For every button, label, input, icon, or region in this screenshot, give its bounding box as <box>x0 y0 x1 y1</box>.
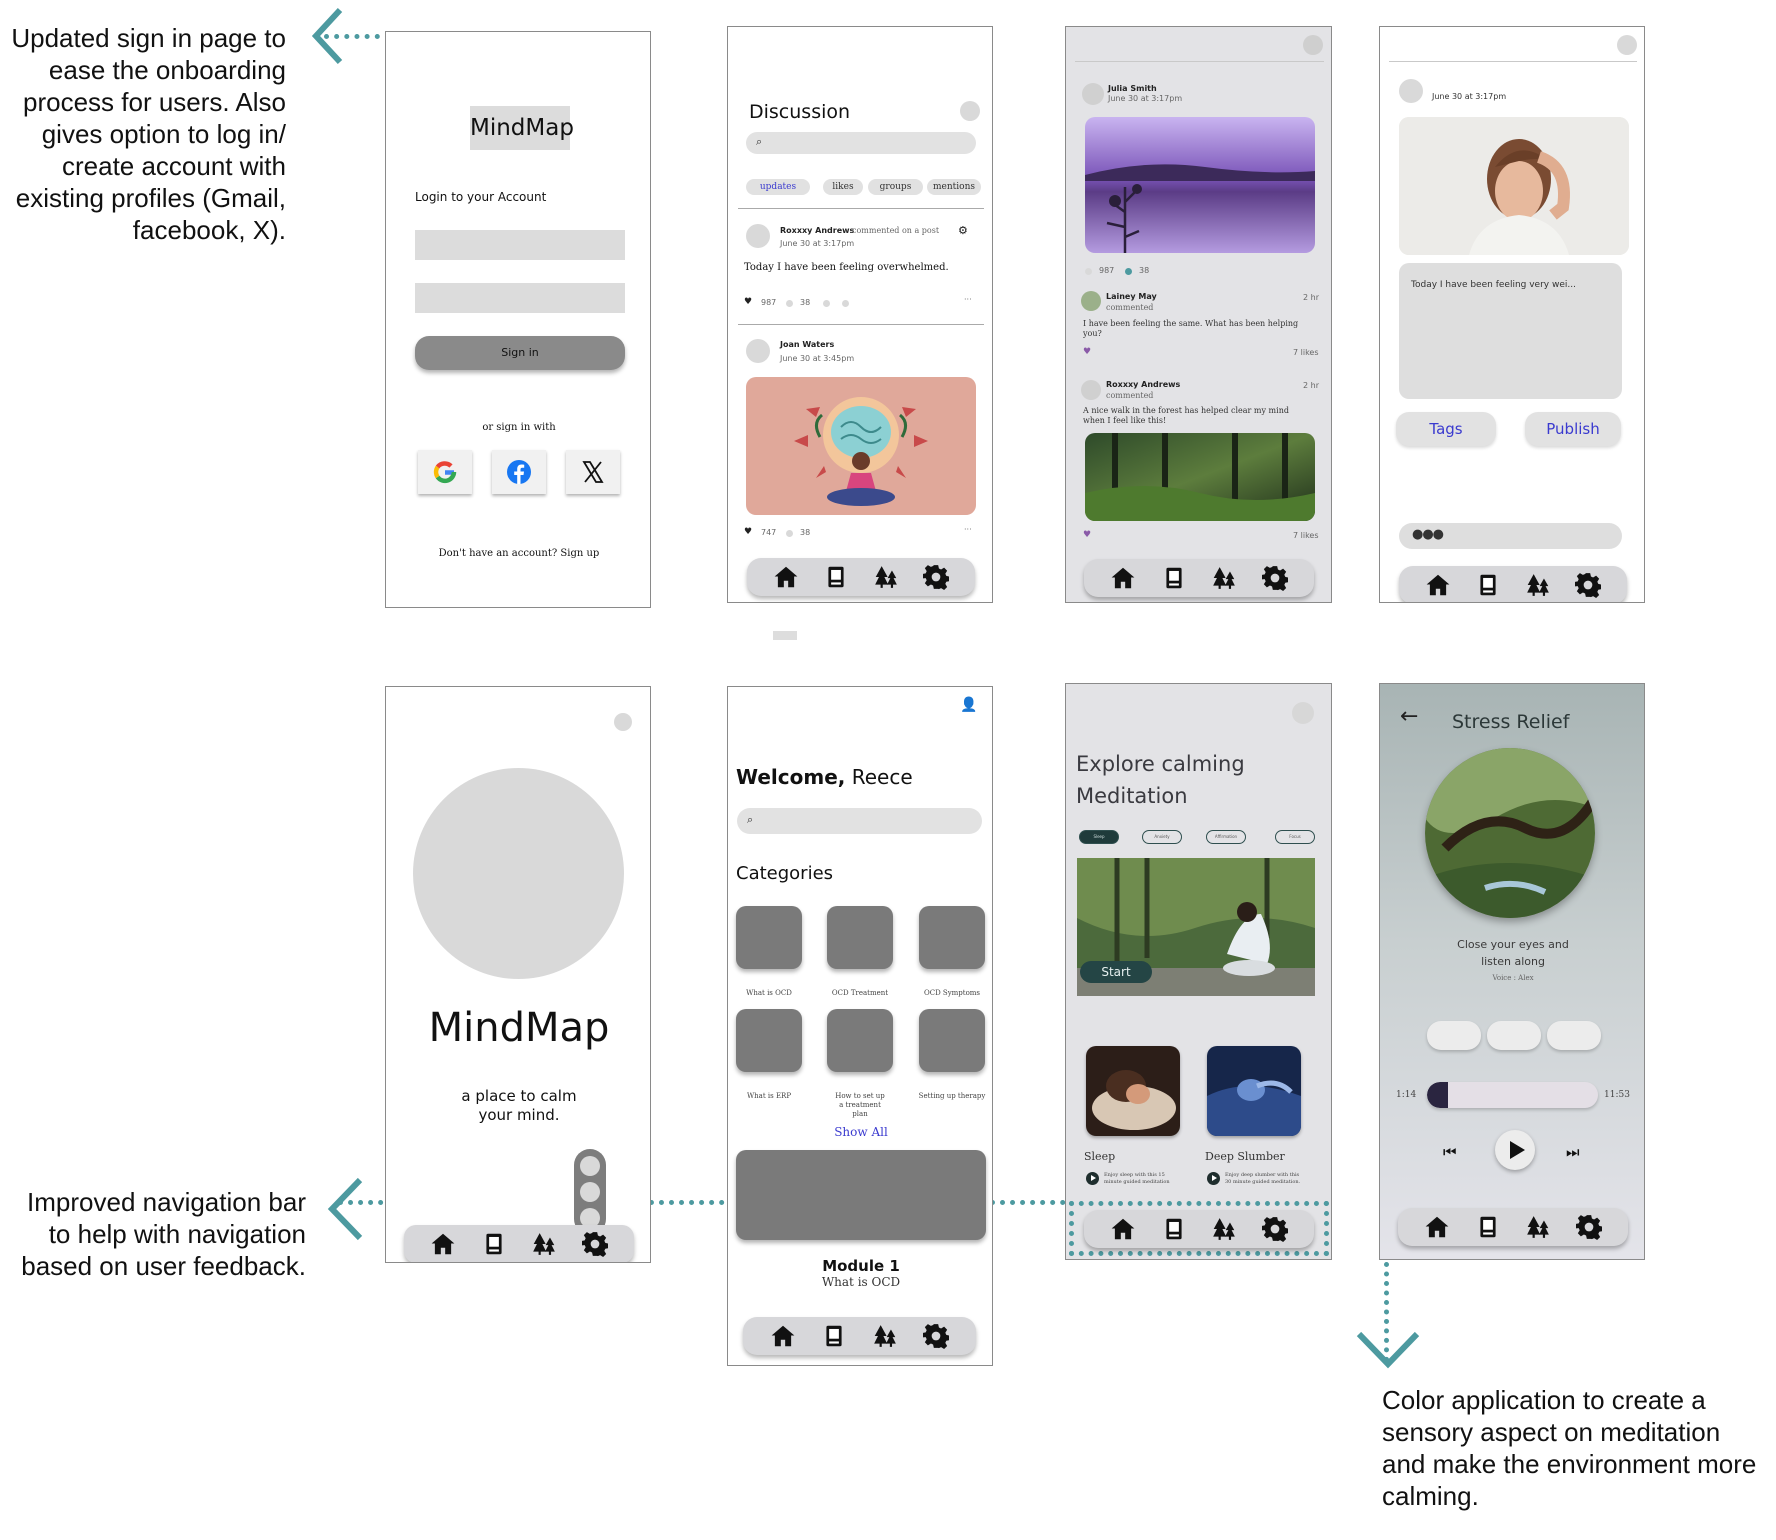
annotation-navigation: Improved navigation bar to help with navigation based on user feedback. <box>21 1187 306 1281</box>
more-icon[interactable]: ●●● <box>1412 527 1444 542</box>
post-image[interactable] <box>1085 117 1315 253</box>
home-icon[interactable] <box>430 1231 456 1257</box>
play-icon[interactable] <box>1086 1172 1099 1185</box>
lake-photo <box>1085 117 1315 253</box>
elapsed-time: 1:14 <box>1396 1090 1417 1100</box>
heart-icon[interactable]: ♥ <box>744 297 753 307</box>
card-title: Sleep <box>1084 1150 1116 1163</box>
avatar[interactable] <box>746 339 770 363</box>
meditation-illustration <box>746 377 976 515</box>
welcome-heading <box>736 765 913 789</box>
comment-author[interactable]: Roxxxy Andrews <box>1106 380 1181 389</box>
sleeping-photo <box>1086 1046 1180 1136</box>
trees-icon[interactable] <box>873 564 899 590</box>
home-icon[interactable] <box>1424 1214 1450 1240</box>
bottom-nav <box>1084 1210 1314 1248</box>
journal-icon[interactable] <box>1475 572 1501 598</box>
next-icon[interactable]: ⏭ <box>1566 1143 1580 1161</box>
sign-in-button[interactable]: Sign in <box>415 336 625 370</box>
module-card[interactable] <box>736 1150 986 1240</box>
instruction-line: listen along <box>1481 955 1545 968</box>
bottom-nav <box>1399 566 1627 603</box>
page-title: Discussion <box>749 101 851 123</box>
category-label: What is ERP <box>746 1092 792 1100</box>
search-icon: ⌕ <box>747 813 754 826</box>
home-icon[interactable] <box>1110 1216 1136 1242</box>
settings-icon[interactable] <box>923 564 949 590</box>
likes-count: 747 <box>761 528 777 537</box>
post-text: Today I have been feeling overwhelmed. <box>744 262 949 273</box>
total-time: 11:53 <box>1604 1090 1630 1100</box>
bottom-nav <box>404 1225 634 1263</box>
instruction <box>1380 936 1645 970</box>
tab-groups[interactable]: groups <box>868 179 923 195</box>
avatar[interactable] <box>614 713 632 731</box>
discussion-screen <box>727 26 993 603</box>
settings-icon[interactable] <box>1576 1214 1602 1240</box>
option-button[interactable] <box>1427 1021 1481 1050</box>
option-button[interactable] <box>1487 1021 1541 1050</box>
email-field[interactable] <box>415 230 625 260</box>
post-body-text: Today I have been feeling very wei... <box>1411 280 1576 290</box>
category-tile[interactable] <box>736 1009 802 1072</box>
compose-screen <box>1379 26 1645 603</box>
tab-likes[interactable]: likes <box>823 179 863 195</box>
post-author[interactable]: Roxxxy Andrews <box>780 226 855 235</box>
comment-action: commented <box>1106 391 1154 400</box>
divider <box>738 208 984 209</box>
avatar[interactable] <box>1081 291 1101 311</box>
filter-affirmation[interactable]: Affirmation <box>1206 830 1246 844</box>
annotation-signin: Updated sign in page to ease the onboarding process for users. Also gives option to log in/ create account with existing profiles (Gmail, facebook, X). <box>11 23 286 245</box>
comment-age: 2 hr <box>1303 293 1319 302</box>
avatar[interactable] <box>746 224 770 248</box>
play-icon[interactable] <box>1207 1172 1220 1185</box>
post-action: commented on a post <box>852 226 940 235</box>
woman-photo <box>1399 117 1629 255</box>
arrow-down-icon <box>1355 1328 1421 1374</box>
journal-icon[interactable] <box>1161 1216 1187 1242</box>
forest-photo <box>1085 433 1315 521</box>
category-label: OCD Treatment <box>831 989 889 997</box>
category-label: What is OCD <box>746 989 792 997</box>
signup-link[interactable]: Don't have an account? Sign up <box>438 548 600 559</box>
card-title: Deep Slumber <box>1205 1150 1285 1163</box>
post-author[interactable]: Joan Waters <box>780 340 835 349</box>
sleep-card[interactable] <box>1086 1046 1180 1136</box>
home-icon[interactable] <box>773 564 799 590</box>
post-time: June 30 at 3:17pm <box>1432 92 1507 101</box>
comment-author[interactable]: Lainey May <box>1106 292 1157 301</box>
avatar[interactable] <box>1399 79 1423 103</box>
category-label: OCD Symptoms <box>923 989 981 997</box>
avatar[interactable] <box>1082 83 1104 105</box>
category-label: How to set up a treatment plan <box>835 1092 885 1118</box>
signin-screen <box>385 31 651 608</box>
welcome-label: Welcome, <box>736 765 846 789</box>
save-icon[interactable] <box>842 300 849 307</box>
deep-slumber-card[interactable] <box>1207 1046 1301 1136</box>
trees-icon[interactable] <box>1525 1214 1551 1240</box>
avatar[interactable] <box>1617 35 1637 55</box>
slumber-photo <box>1207 1046 1301 1136</box>
comments-count: 38 <box>800 528 811 537</box>
message-input[interactable] <box>1399 523 1622 549</box>
divider <box>738 324 984 325</box>
categories-title: Categories <box>736 863 834 884</box>
avatar[interactable] <box>1292 702 1314 724</box>
tagline <box>386 1087 651 1125</box>
profile-icon[interactable]: 👤 <box>960 697 978 713</box>
card-description: Enjoy deep slumber with this 30 minute guided meditation. <box>1225 1172 1301 1185</box>
post-body-input[interactable] <box>1399 263 1622 399</box>
heading-line: Meditation <box>1076 784 1188 808</box>
publish-button[interactable]: Publish <box>1525 412 1621 446</box>
home-icon[interactable] <box>770 1323 796 1349</box>
journal-icon[interactable] <box>1475 1214 1501 1240</box>
splash-screen <box>385 686 651 1263</box>
forest-artwork <box>1425 748 1595 918</box>
post-detail-screen <box>1065 26 1332 603</box>
progress-track[interactable] <box>1427 1082 1598 1108</box>
app-logo: MindMap <box>470 106 570 150</box>
voice-select[interactable]: Voice : Alex <box>1492 974 1534 982</box>
category-tile[interactable] <box>827 1009 893 1072</box>
meditation-screen <box>1065 683 1332 1260</box>
likes-count: 987 <box>761 298 777 307</box>
like-icon[interactable] <box>1085 268 1092 275</box>
progress-fill <box>1427 1082 1448 1108</box>
trees-icon[interactable] <box>872 1323 898 1349</box>
avatar[interactable] <box>1081 380 1101 400</box>
trees-icon[interactable] <box>531 1231 557 1257</box>
bottom-nav <box>747 558 975 596</box>
nav-toggle[interactable] <box>574 1149 606 1235</box>
search-input[interactable] <box>746 132 976 154</box>
journal-icon[interactable] <box>1161 565 1187 591</box>
comment-text: I have been feeling the same. What has been helping you? <box>1083 319 1299 338</box>
bottom-nav <box>743 1317 976 1355</box>
player-screen <box>1379 683 1645 1260</box>
settings-icon[interactable]: ⚙ <box>958 224 968 237</box>
filter-focus[interactable]: Focus <box>1275 830 1315 844</box>
heart-icon[interactable]: ♥ <box>744 527 753 537</box>
bottom-nav <box>1398 1208 1628 1246</box>
search-input[interactable] <box>737 808 982 834</box>
settings-icon[interactable] <box>1262 1216 1288 1242</box>
trees-icon[interactable] <box>1211 1216 1237 1242</box>
home-icon[interactable] <box>1425 572 1451 598</box>
play-glyph <box>1091 1175 1096 1181</box>
category-tile[interactable] <box>919 906 985 969</box>
tagline-line: a place to calm <box>461 1087 577 1105</box>
category-tile[interactable] <box>736 906 802 969</box>
divider <box>773 631 797 640</box>
play-glyph <box>1212 1175 1217 1181</box>
journal-icon[interactable] <box>481 1231 507 1257</box>
dotted-connector <box>324 34 390 39</box>
category-tile[interactable] <box>919 1009 985 1072</box>
x-button[interactable] <box>566 450 620 494</box>
annotation-color: Color application to create a sensory aspect on meditation and make the environment more calming. <box>1382 1385 1757 1511</box>
comment-age: 2 hr <box>1303 381 1319 390</box>
share-icon[interactable] <box>823 300 830 307</box>
heart-icon[interactable]: ♥ <box>1083 347 1092 357</box>
play-button[interactable] <box>1495 1130 1535 1170</box>
divider <box>1389 61 1637 62</box>
toggle-dot <box>580 1182 600 1202</box>
comment-icon[interactable] <box>1125 268 1132 275</box>
filter-sleep[interactable]: Sleep <box>1079 830 1119 844</box>
tab-mentions[interactable]: mentions <box>927 179 981 195</box>
comments-count: 38 <box>1139 266 1150 275</box>
start-button[interactable]: Start <box>1080 961 1152 983</box>
app-logo: MindMap <box>428 1005 610 1051</box>
tags-button[interactable]: Tags <box>1396 412 1496 446</box>
category-tile[interactable] <box>827 906 893 969</box>
back-arrow-icon[interactable]: ← <box>1400 704 1419 729</box>
module-subtitle: What is OCD <box>821 1275 901 1289</box>
google-icon <box>418 450 472 494</box>
password-field[interactable] <box>415 283 625 313</box>
module-title: Module 1 <box>822 1257 900 1275</box>
featured-meditation[interactable] <box>1077 858 1315 996</box>
post-time: June 30 at 3:17pm <box>780 239 855 248</box>
post-image[interactable] <box>746 377 976 515</box>
tagline-line: your mind. <box>478 1106 560 1124</box>
comment-likes: 7 likes <box>1293 531 1319 540</box>
post-time: June 30 at 3:17pm <box>1108 94 1183 103</box>
heading-line: Explore calming <box>1076 752 1245 776</box>
comments-count: 38 <box>800 298 811 307</box>
logo-placeholder <box>413 768 624 979</box>
journal-icon[interactable] <box>821 1323 847 1349</box>
play-icon <box>1510 1141 1525 1159</box>
home-icon[interactable] <box>1110 565 1136 591</box>
comment-icon[interactable] <box>786 300 793 307</box>
login-title: Login to your Account <box>415 190 547 204</box>
comment-image[interactable] <box>1085 433 1315 521</box>
attached-image[interactable] <box>1399 117 1629 255</box>
show-all-link[interactable]: Show All <box>834 1125 888 1139</box>
home-screen <box>727 686 993 1366</box>
artwork <box>1425 748 1595 918</box>
post-time: June 30 at 3:45pm <box>780 354 855 363</box>
heart-icon[interactable]: ♥ <box>1083 530 1092 540</box>
instruction-line: Close your eyes and <box>1457 938 1569 951</box>
settings-icon[interactable] <box>582 1231 608 1257</box>
toggle-dot <box>580 1156 600 1176</box>
player-title: Stress Relief <box>1452 711 1570 733</box>
facebook-icon <box>492 450 546 494</box>
meditation-heading <box>1076 748 1245 812</box>
google-button[interactable] <box>418 450 472 494</box>
search-icon: ⌕ <box>756 135 763 148</box>
card-description: Enjoy sleep with this 15 minute guided meditation <box>1104 1172 1170 1185</box>
settings-icon[interactable] <box>1262 565 1288 591</box>
bottom-nav <box>1084 559 1314 597</box>
comment-action: commented <box>1106 303 1154 312</box>
facebook-button[interactable] <box>492 450 546 494</box>
trees-icon[interactable] <box>1525 572 1551 598</box>
user-name: Reece <box>851 765 913 789</box>
or-sign-in-label: or sign in with <box>482 422 556 433</box>
comment-icon[interactable] <box>786 530 793 537</box>
previous-icon[interactable]: ⏮ <box>1443 1143 1457 1161</box>
more-icon[interactable]: ··· <box>964 525 972 534</box>
comment-likes: 7 likes <box>1293 348 1319 357</box>
settings-icon[interactable] <box>1575 572 1601 598</box>
more-icon[interactable]: ··· <box>964 295 972 304</box>
settings-icon[interactable] <box>923 1323 949 1349</box>
avatar[interactable] <box>1303 35 1323 55</box>
arrow-left-icon <box>324 1176 374 1242</box>
divider <box>1075 61 1324 62</box>
journal-icon[interactable] <box>823 564 849 590</box>
trees-icon[interactable] <box>1211 565 1237 591</box>
option-button[interactable] <box>1547 1021 1601 1050</box>
tab-updates[interactable]: updates <box>746 179 810 195</box>
avatar[interactable] <box>960 101 980 121</box>
likes-count: 987 <box>1099 266 1115 275</box>
comment-text: A nice walk in the forest has helped clear my mind when I feel like this! <box>1083 406 1289 425</box>
filter-anxiety[interactable]: Anxiety <box>1142 830 1182 844</box>
x-icon <box>566 450 620 494</box>
post-author[interactable]: Julia Smith <box>1108 84 1157 93</box>
category-label: Setting up therapy <box>918 1092 986 1100</box>
